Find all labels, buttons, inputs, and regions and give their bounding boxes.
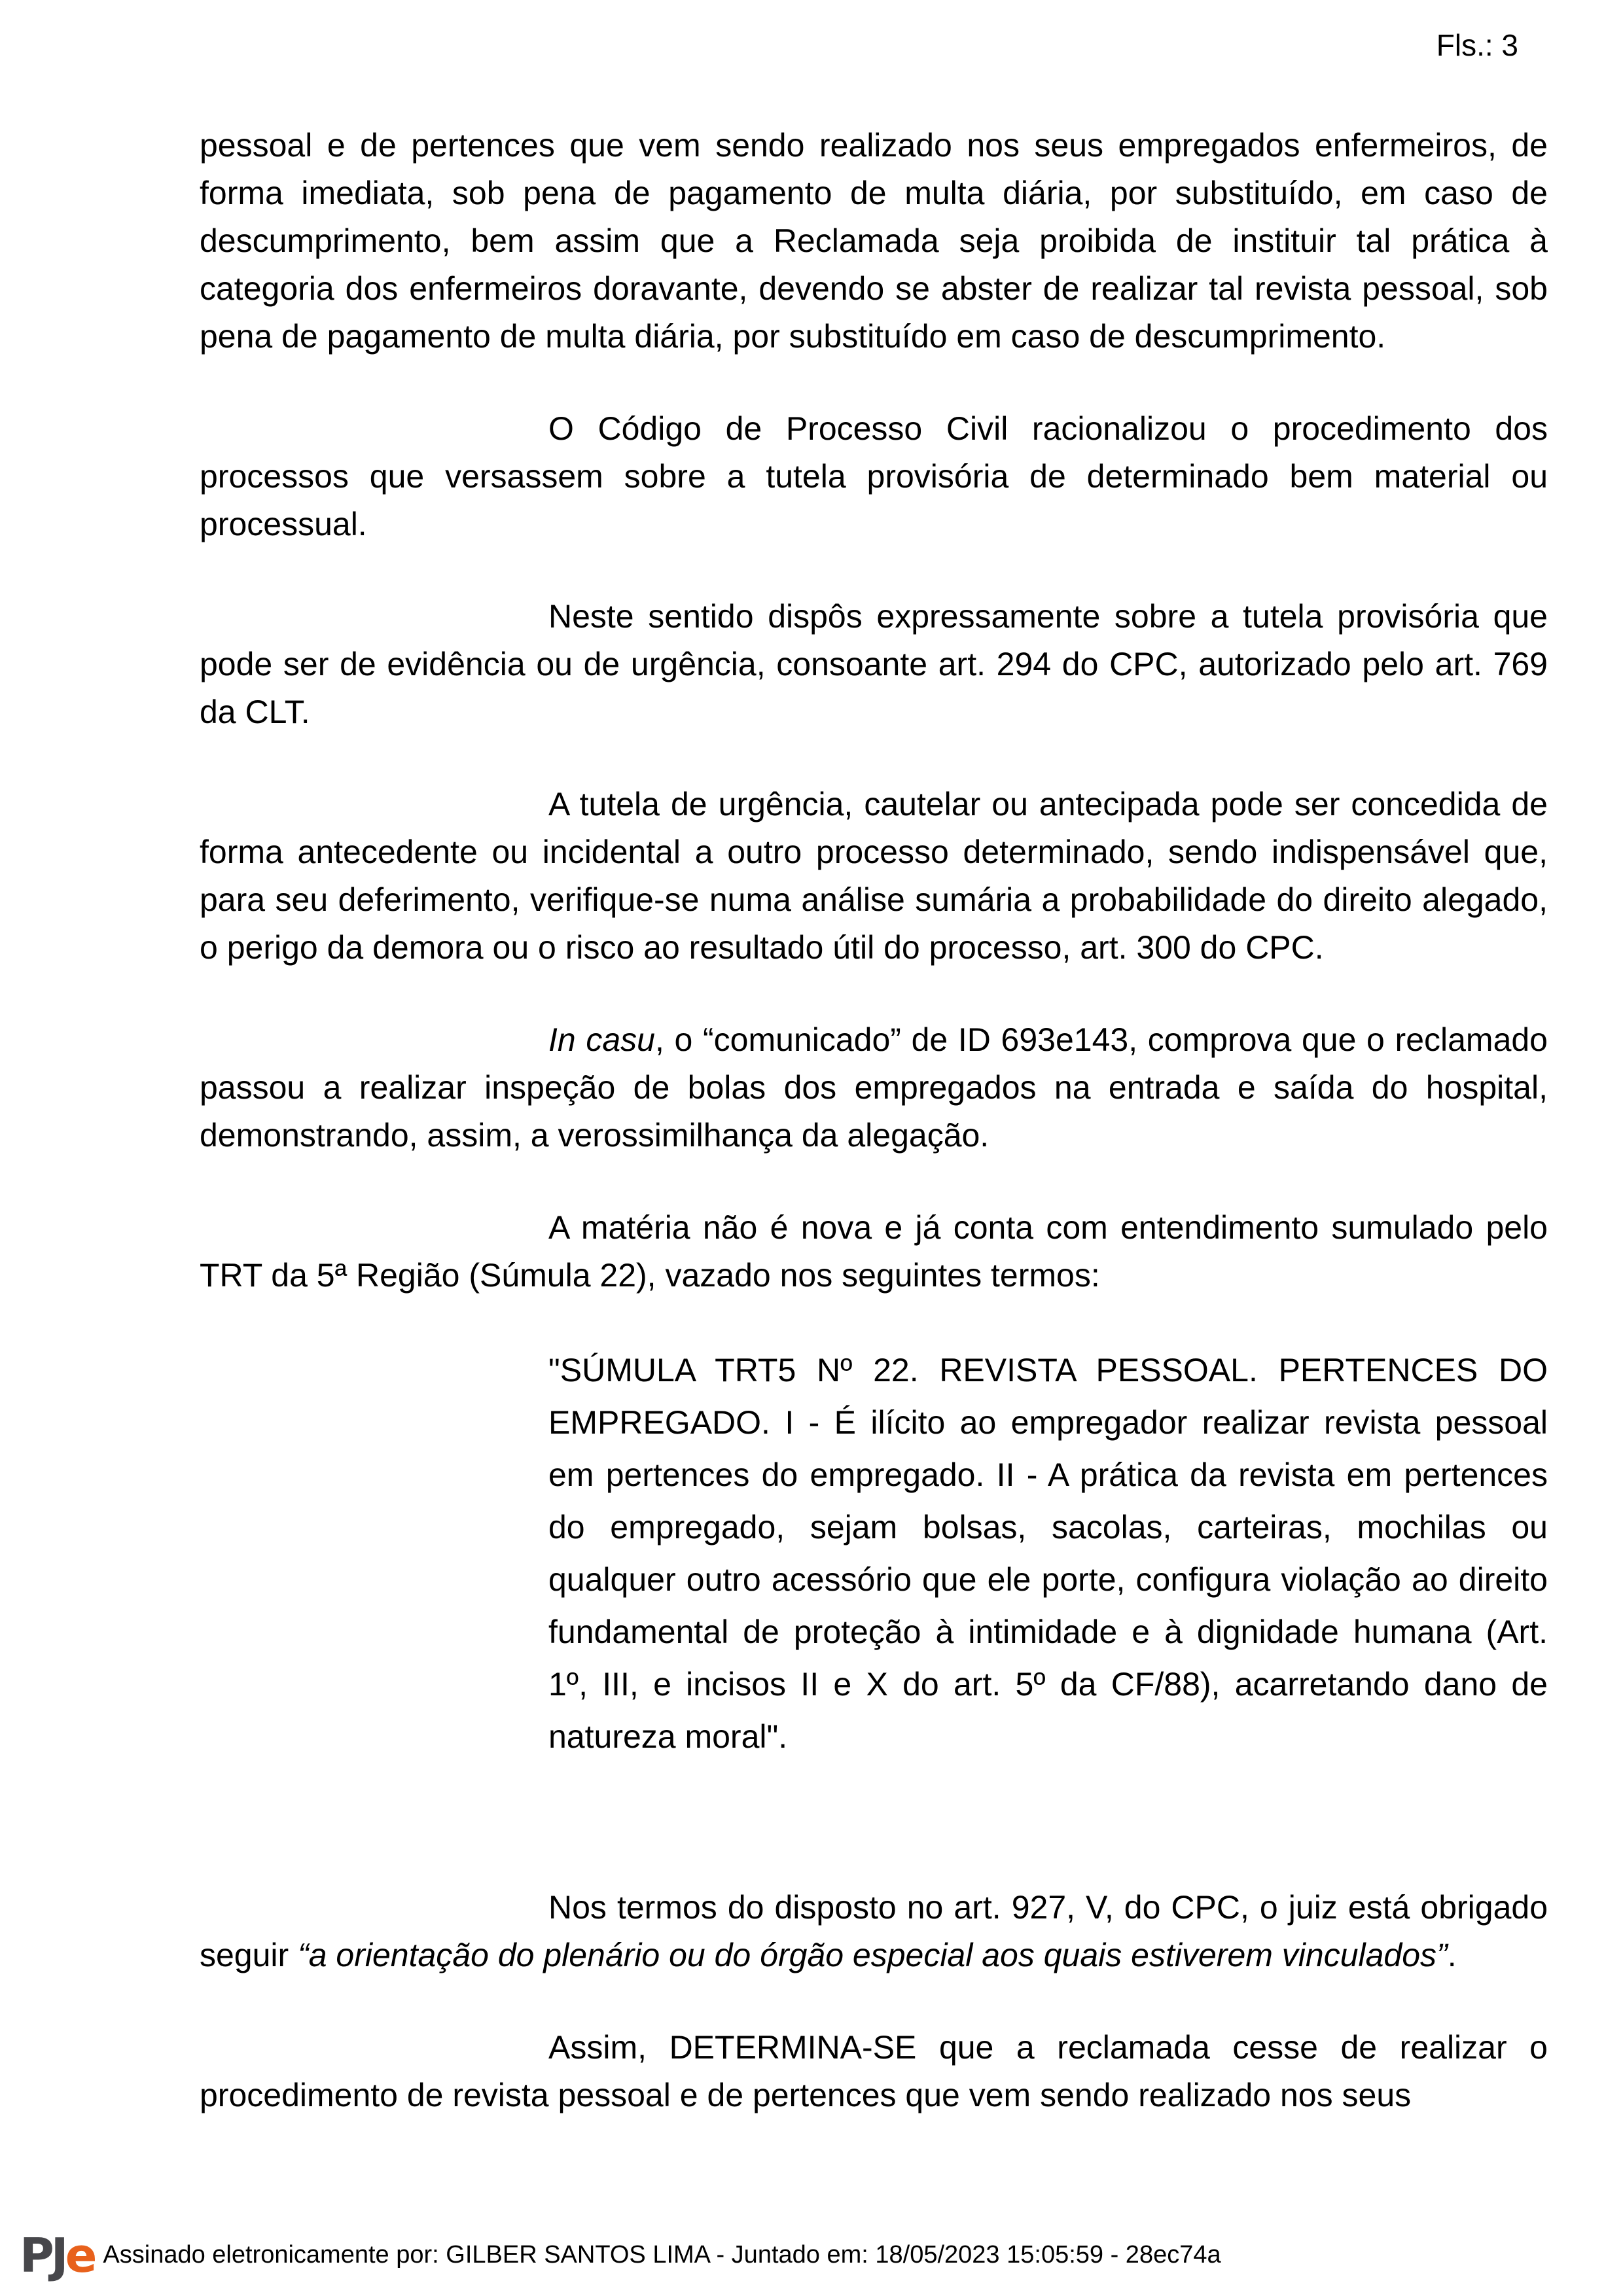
text-segment: pessoal e de pertences que vem sendo realizado nos seus empregados enfermeiros, de forma imediata, sob pena de pagamento de multa diária, por substituído, em caso de descumprimento, bem assim que a Reclamada seja proibida de instituir tal prática à categoria dos enfermeiros doravante, devendo se abster de realizar tal revista pessoal, sob pena de pagamento de multa diária, por substituído em caso de descumprimento. [200,127,1548,355]
page-footer [20,2228,1221,2283]
pje-logo-pj: PJ [20,2228,65,2283]
signature-text: Assinado eletronicamente por: GILBER SANTOS LIMA - Juntado em: 18/05/2023 15:05:59 - 28ec74a [103,2241,1221,2269]
text-segment: A tutela de urgência, cautelar ou antecipada pode ser concedida de forma antecedente ou incidental a outro processo determinado, sendo indispensável que, para seu deferimento, verifique-se numa análise sumária a probabilidade do direito alegado, o perigo da demora ou o risco ao resultado útil do processo, art. 300 do CPC. [200,786,1548,966]
text-segment: Nos termos do disposto no art. 927, V, do CPC, o juiz está obrigado seguir [200,1889,1548,1973]
paragraph-2 [200,405,1548,548]
text-segment: In casu [548,1021,655,1058]
pje-logo [20,2228,94,2283]
sumula-quote-block [548,1344,1548,1763]
paragraph-6 [200,1204,1548,1299]
text-segment: . [1447,1937,1457,1973]
text-segment: A matéria não é nova e já conta com entendimento sumulado pelo TRT da 5ª Região (Súmula 22), vazado nos seguintes termos: [200,1209,1548,1294]
document-body [200,122,1548,2164]
text-segment: "SÚMULA TRT5 Nº 22. REVISTA PESSOAL. PERTENCES DO EMPREGADO. I - É ilícito ao empregador realizar revista pessoal em pertences do empregado. II - A prática da revista em pertences do empregado, sejam bolsas, sacolas, carteiras, mochilas ou qualquer outro acessório que ele porte, configura violação ao direito fundamental de proteção à intimidade e à dignidade humana (Art. 1º, III, e incisos II e X do art. 5º da CF/88), acarretando dano de natureza moral". [548,1352,1548,1755]
text-segment: “a orientação do plenário ou do órgão especial aos quais estiverem vinculados” [298,1937,1448,1973]
text-segment: , o “comunicado” de ID 693e143, comprova que o reclamado passou a realizar inspeção de bolas dos empregados na entrada e saída do hospital, demonstrando, assim, a verossimilhança da alegação. [200,1021,1548,1154]
paragraph-3 [200,593,1548,736]
paragraph-9 [200,2024,1548,2119]
text-segment: Assim, DETERMINA-SE que a reclamada cesse de realizar o procedimento de revista pessoal e de pertences que vem sendo realizado nos seus [200,2029,1548,2113]
text-segment: Neste sentido dispôs expressamente sobre a tutela provisória que pode ser de evidência ou de urgência, consoante art. 294 do CPC, autorizado pelo art. 769 da CLT. [200,598,1548,730]
paragraph-5 [200,1016,1548,1159]
pje-logo-e: e [65,2228,94,2283]
paragraph-8 [200,1884,1548,1979]
paragraph-1 [200,122,1548,361]
text-segment: O Código de Processo Civil racionalizou o procedimento dos processos que versassem sobre a tutela provisória de determinado bem material ou processual. [200,410,1548,542]
folio-number: Fls.: 3 [1436,28,1518,62]
paragraph-4 [200,781,1548,972]
